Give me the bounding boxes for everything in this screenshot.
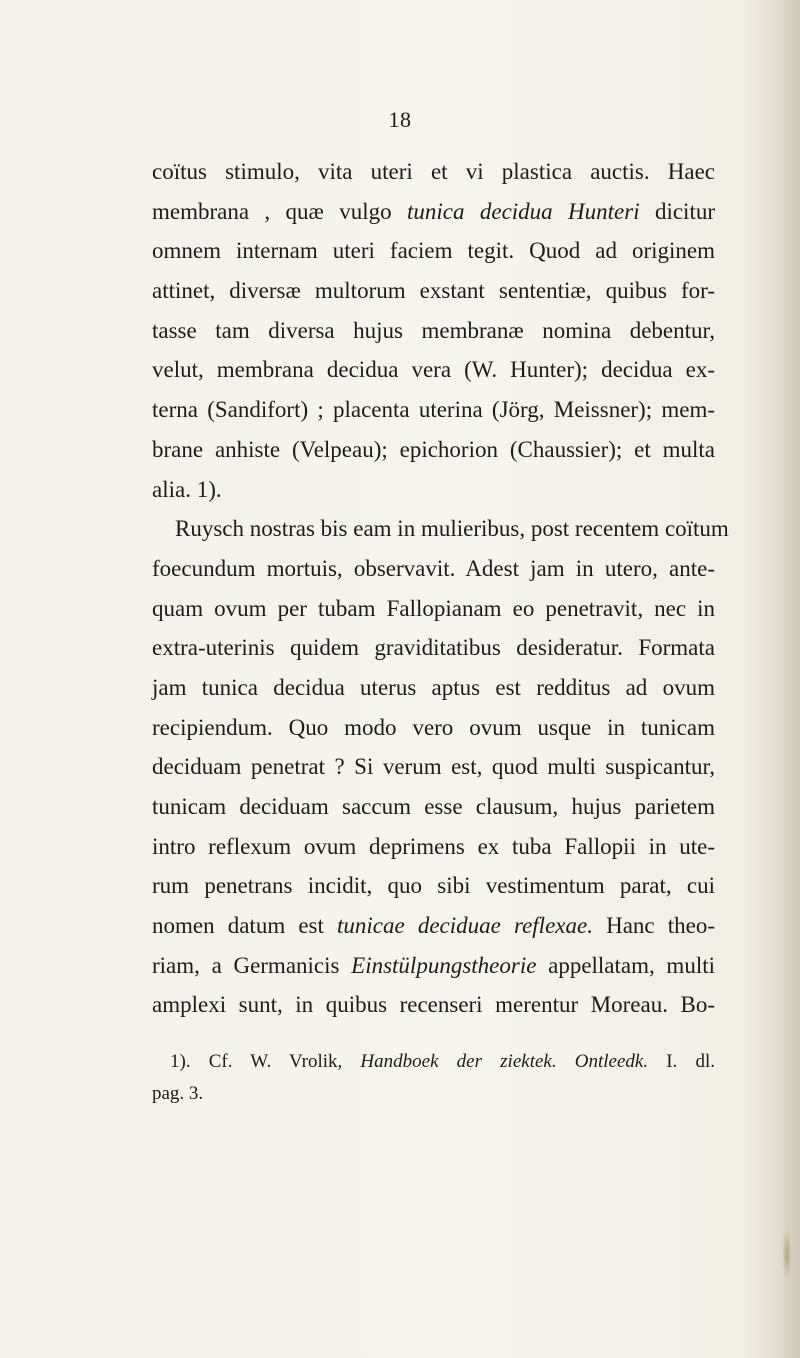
text-line-22 <box>152 985 715 1025</box>
text-run: extra-uterinis quidem graviditatibus desideratur. Formata <box>152 635 715 661</box>
text-line-8 <box>152 430 715 470</box>
text-run: brane anhiste (Velpeau); epichorion (Chaussier); et multa <box>152 436 715 462</box>
text-run: Ruysch nostras bis eam in mulieribus, post recentem coïtum <box>175 516 729 542</box>
text-run: foecundum mortuis, observavit. Adest jam in utero, ante- <box>152 555 715 581</box>
text-line-17 <box>152 787 715 827</box>
footnote-title: Handboek der ziektek. Ontleedk. <box>360 1051 649 1072</box>
text-run: tunicam deciduam saccum esse clausum, hujus parietem <box>152 794 715 819</box>
text-line-4 <box>152 271 715 311</box>
text-line-21 <box>152 946 715 986</box>
text-run: membrana , quæ vulgo <box>152 198 408 224</box>
footnote-line-2: pag. 3. <box>152 1083 204 1104</box>
text-line-20 <box>152 906 715 946</box>
italic-run: tunica decidua Hunteri <box>407 198 640 224</box>
text-run: velut, membrana decidua vera (W. Hunter); decidua ex- <box>152 357 715 383</box>
text-line-19 <box>152 866 715 906</box>
text-run: attinet, diversæ multorum exstant sententiæ, quibus for- <box>152 278 715 304</box>
text-line-3 <box>152 231 715 271</box>
text-line-5 <box>152 311 715 351</box>
text-line-10 <box>152 509 729 549</box>
text-line-7 <box>152 390 715 430</box>
text-run: nomen datum est <box>152 913 338 939</box>
text-run: deciduam penetrat ? Si verum est, quod multi suspicantur, <box>152 754 715 780</box>
footnote-reference: Cf. W. Vrolik, <box>208 1051 343 1072</box>
text-run: recipiendum. Quo modo vero ovum usque in tunicam <box>152 714 715 740</box>
text-run: tasse tam diversa hujus membranæ nomina debentur, <box>152 317 715 343</box>
text-run: jam tunica decidua uterus aptus est redditus ad ovum <box>152 674 715 700</box>
footnote-volume: I. dl. <box>666 1051 715 1072</box>
footnote <box>152 1046 715 1110</box>
text-run: Hanc theo- <box>592 913 715 939</box>
page-stain <box>782 1228 792 1280</box>
footnote-line-1 <box>152 1046 715 1078</box>
text-run: terna (Sandifort) ; placenta uterina (Jörg, Meissner); mem- <box>152 397 715 423</box>
text-run: amplexi sunt, in quibus recenseri merentur Moreau. Bo- <box>152 992 715 1018</box>
italic-run: Einstülpungstheorie <box>351 952 537 978</box>
body-text <box>152 152 729 1025</box>
text-run: appellatam, multi <box>536 952 715 978</box>
footnote-marker: 1). <box>170 1051 191 1072</box>
text-line-15 <box>152 708 715 748</box>
text-line-9 <box>152 470 715 510</box>
text-run: quam ovum per tubam Fallopianam eo penetravit, nec in <box>152 595 715 621</box>
text-line-13 <box>152 628 715 668</box>
italic-run: tunicae deciduae reflexae. <box>337 913 593 939</box>
text-line-6 <box>152 350 715 390</box>
text-line-11 <box>152 549 715 589</box>
text-run: alia. 1). <box>152 476 222 502</box>
text-run: coïtus stimulo, vita uteri et vi plastica auctis. Haec <box>152 159 715 184</box>
text-line-2 <box>152 192 715 232</box>
text-line-18 <box>152 827 715 867</box>
text-line-12 <box>152 589 715 629</box>
text-line-16 <box>152 747 715 787</box>
text-run: intro reflexum ovum deprimens ex tuba Fallopii in ute- <box>152 833 715 859</box>
text-run: dicitur <box>639 198 715 224</box>
page-number: 18 <box>388 107 412 132</box>
text-run: omnem internam uteri faciem tegit. Quod ad originem <box>152 238 715 264</box>
text-run: riam, a Germanicis <box>152 952 352 978</box>
text-line-14 <box>152 668 715 708</box>
text-line-1 <box>152 152 715 192</box>
text-run: rum penetrans incidit, quo sibi vestimentum parat, cui <box>152 873 715 899</box>
